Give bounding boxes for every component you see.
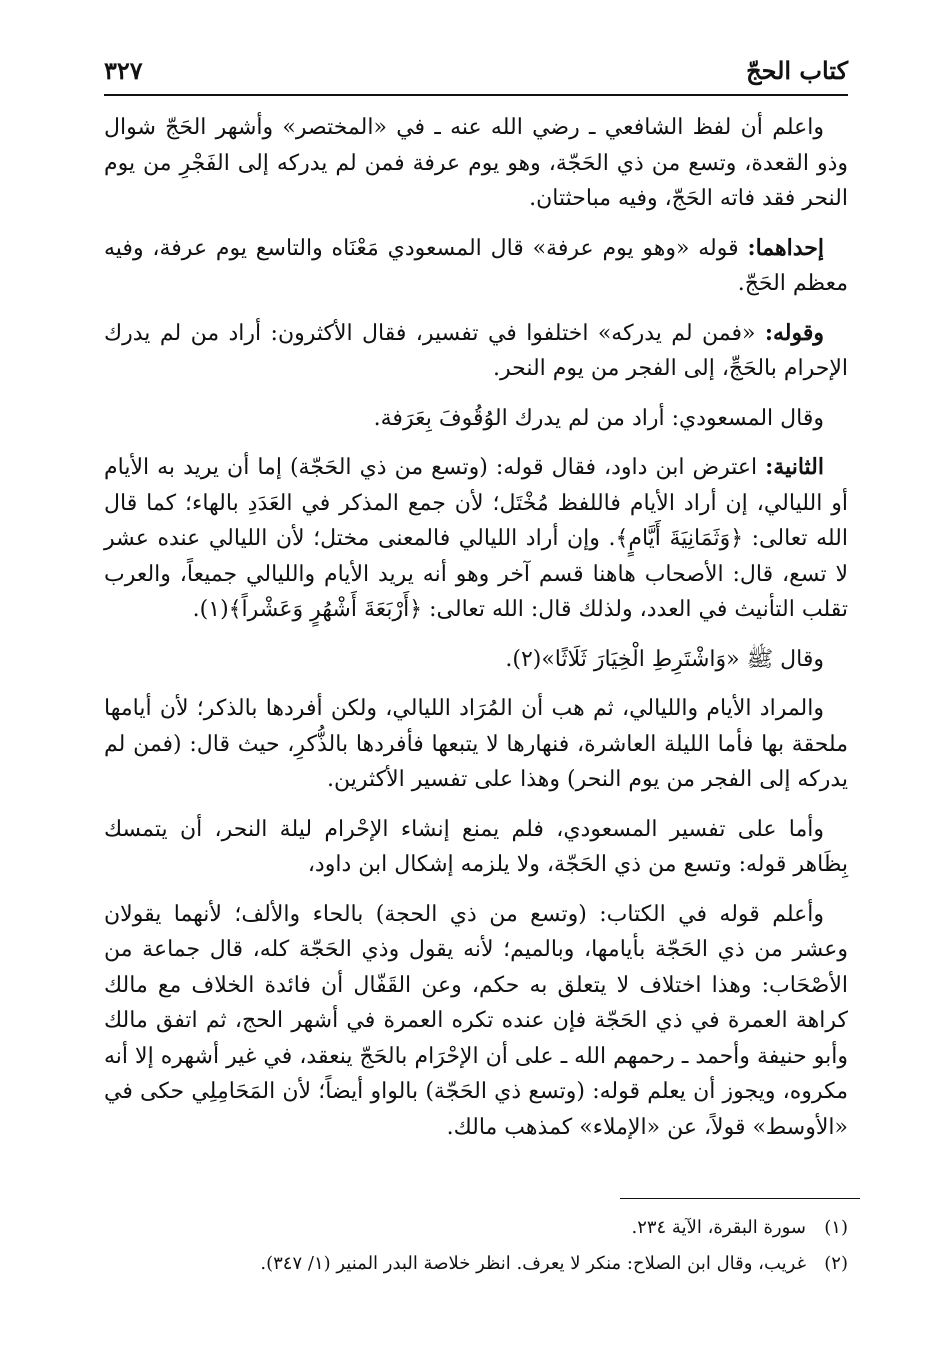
footnote — [104, 1246, 848, 1282]
paragraph: وأما على تفسير المسعودي، فلم يمنع إنشاء الإحْرام ليلة النحر، أن يتمسك بِظَاهر قوله: وتسع من ذي الحَجّة، ولا يلزمه إشكال ابن داود، — [104, 816, 848, 877]
footnotes — [104, 1210, 848, 1282]
chapter-title: كتاب الحجّ — [746, 56, 848, 85]
footnote-number: (١) — [824, 1217, 848, 1238]
paragraph-lead: الثانية: — [765, 454, 824, 480]
footnote — [104, 1210, 848, 1246]
paragraph: وقوله: «فمن لم يدركه» اختلفوا في تفسير، فقال الأكثرون: أراد من لم يدرك الإحرام بالحَجِّ، إلى الفجر من يوم النحر. — [104, 319, 848, 381]
footnote-number: (٢) — [824, 1253, 848, 1274]
paragraph: الثانية: اعترض ابن داود، فقال قوله: (وتسع من ذي الحَجّة) إما أن يريد به الأيام أو الليالي، إن أراد الأيام فاللفظ مُخْتَل؛ لأن جمع المذكر في العَدَدِ بالهاء؛ كما قال الله تعالى: ﴿وَثَمَانِيَةَ أَيَّامٍ﴾. وإن أراد الليالي فالمعنى مختل؛ لأن الليالي عنده عشر لا تسع، قال: الأصحاب هاهنا قسم آخر وهو أنه يريد الأيام والليالي جميعاً، والعرب تقلب التأنيث في العدد، ولذلك قال: الله تعالى: ﴿أَرْبَعَةَ أَشْهُرٍ وَعَشْراً﴾(١). — [104, 454, 848, 622]
footnote-text: سورة البقرة، الآية ٢٣٤. — [631, 1217, 806, 1238]
running-header — [104, 52, 848, 96]
paragraph-lead: إحداهما: — [747, 234, 825, 261]
footnote-divider — [620, 1198, 860, 1199]
paragraph: وقال ﷺ «وَاشْتَرِطِ الْخِيَارَ ثَلَاثًا»(٢). — [505, 646, 824, 672]
page-number: ٣٢٧ — [104, 56, 143, 85]
footnote-text: غريب، وقال ابن الصلاح: منكر لا يعرف. انظر خلاصة البدر المنير (١/ ٣٤٧). — [260, 1253, 806, 1274]
paragraph: والمراد الأيام والليالي، ثم هب أن المُرَاد الليالي، ولكن أفردها بالذكر؛ لأن أيامها ملحقة بها فأما الليلة العاشرة، فنهارها لا يتبعها فأفردها بالذُّكرِ، حيث قال: (فمن لم يدركه إلى الفجر من يوم النحر) وهذا على تفسير الأكثرين. — [104, 696, 848, 792]
paragraph: وقال المسعودي: أراد من لم يدرك الوُقُوفَ بِعَرَفة. — [373, 405, 824, 431]
paragraph: إحداهما: قوله «وهو يوم عرفة» قال المسعودي مَعْنَاه والتاسع يوم عرفة، وفيه معظم الحَجّ. — [104, 234, 848, 296]
paragraph: واعلم أن لفظ الشافعي ـ رضي الله عنه ـ في «المختصر» وأشهر الحَجّ شوال وذو القعدة، وتسع من ذي الحَجّة، وهو يوم عرفة فمن لم يدركه إلى الفَجْرِ من يوم النحر فقد فاته الحَجّ، وفيه مباحثتان. — [104, 115, 848, 211]
paragraph-lead: وقوله: — [764, 319, 824, 346]
paragraph: وأعلم قوله في الكتاب: (وتسع من ذي الحجة) بالحاء والألف؛ لأنهما يقولان وعشر من ذي الحَجّة بأيامها، وبالميم؛ لأنه يقول وذي الحَجّة كله، قال جماعة من الأصْحَاب: وهذا اختلاف لا يتعلق به حكم، وعن القَفّال أن فائدة الخلاف مع مالك كراهة العمرة في ذي الحَجّة فإن عنده تكره العمرة في أشهر الحج، ثم اتفق مالك وأبو حنيفة وأحمد ـ رحمهم الله ـ على أن الإحْرَام بالحَجّ ينعقد، في غير أشهره إلا أنه مكروه، ويجوز أن يعلم قوله: (وتسع ذي الحَجّة) بالواو أيضاً؛ لأن المَحَامِلِي حكى في «الأوسط» قولاً، عن «الإملاء» كمذهب مالك. — [104, 901, 849, 1140]
main-text — [104, 110, 848, 1159]
